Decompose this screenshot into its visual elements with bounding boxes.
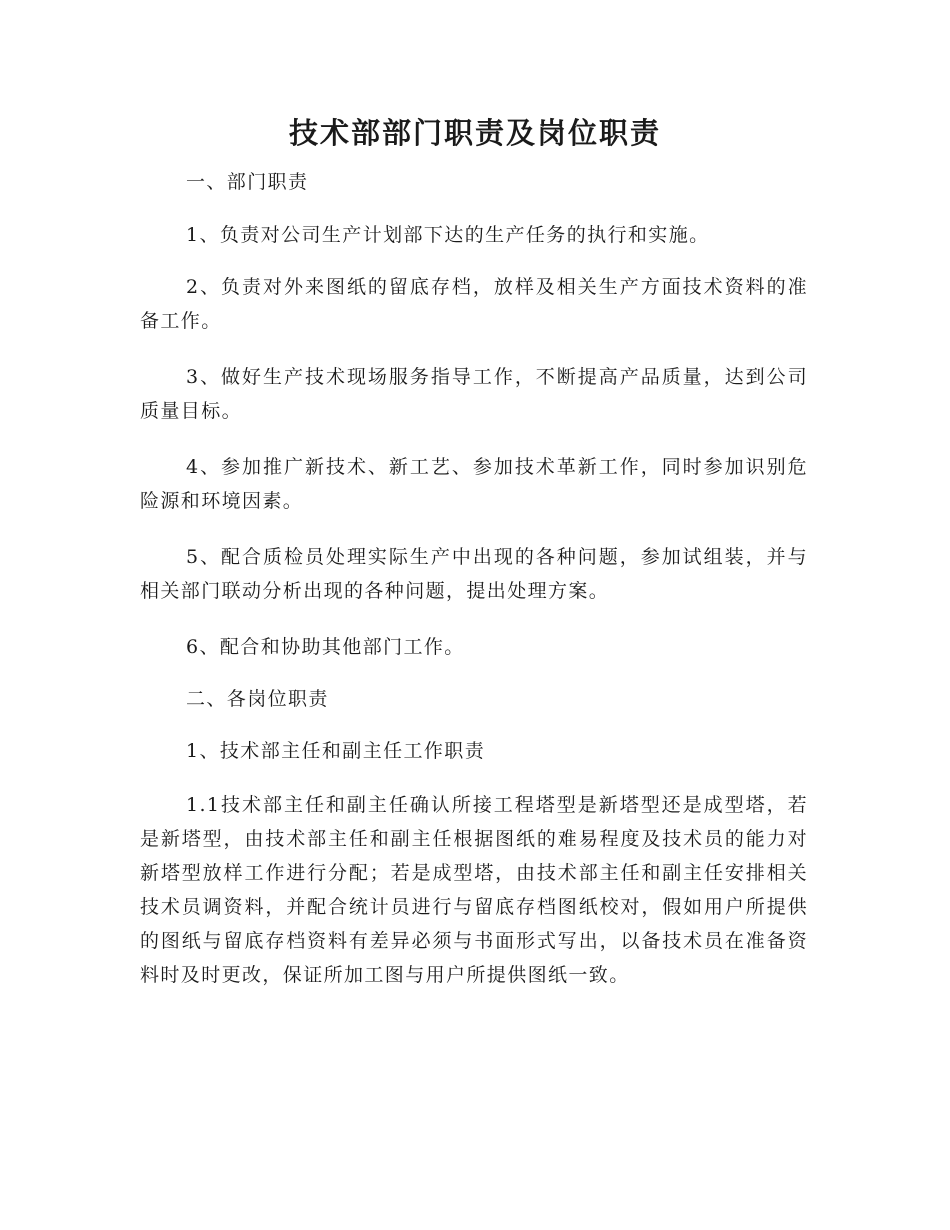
paragraph-duty-1: 1、负责对公司生产计划部下达的生产任务的执行和实施。 (186, 224, 710, 246)
paragraph-duty-2: 2、负责对外来图纸的留底存档，放样及相关生产方面技术资料的准备工作。 (140, 276, 808, 332)
paragraph-duty-3: 3、做好生产技术现场服务指导工作，不断提高产品质量，达到公司质量目标。 (140, 366, 808, 422)
subsection-heading-director-duties: 1、技术部主任和副主任工作职责 (186, 740, 486, 762)
section-heading-department-duties: 一、部门职责 (186, 171, 309, 193)
paragraph-duty-6: 6、配合和协助其他部门工作。 (186, 636, 465, 658)
section-heading-post-duties: 二、各岗位职责 (186, 688, 329, 710)
paragraph-duty-4: 4、参加推广新技术、新工艺、参加技术革新工作，同时参加识别危险源和环境因素。 (140, 456, 808, 512)
paragraph-director-duty-1-1: 1.1技术部主任和副主任确认所接工程塔型是新塔型还是成型塔，若是新塔型，由技术部主任和副主任根据图纸的难易程度及技术员的能力对新塔型放样工作进行分配；若是成型塔，由技术部主任和副主任安排相关技术员调资料，并配合统计员进行与留底存档图纸校对，假如用户所提供的图纸与留底存档资料有差异必须与书面形式写出，以备技术员在准备资料时及时更改，保证所加工图与用户所提供图纸一致。 (140, 794, 808, 986)
paragraph-duty-5: 5、配合质检员处理实际生产中出现的各种问题，参加试组装，并与相关部门联动分析出现的各种问题，提出处理方案。 (140, 546, 808, 602)
document-title: 技术部部门职责及岗位职责 (288, 116, 661, 150)
